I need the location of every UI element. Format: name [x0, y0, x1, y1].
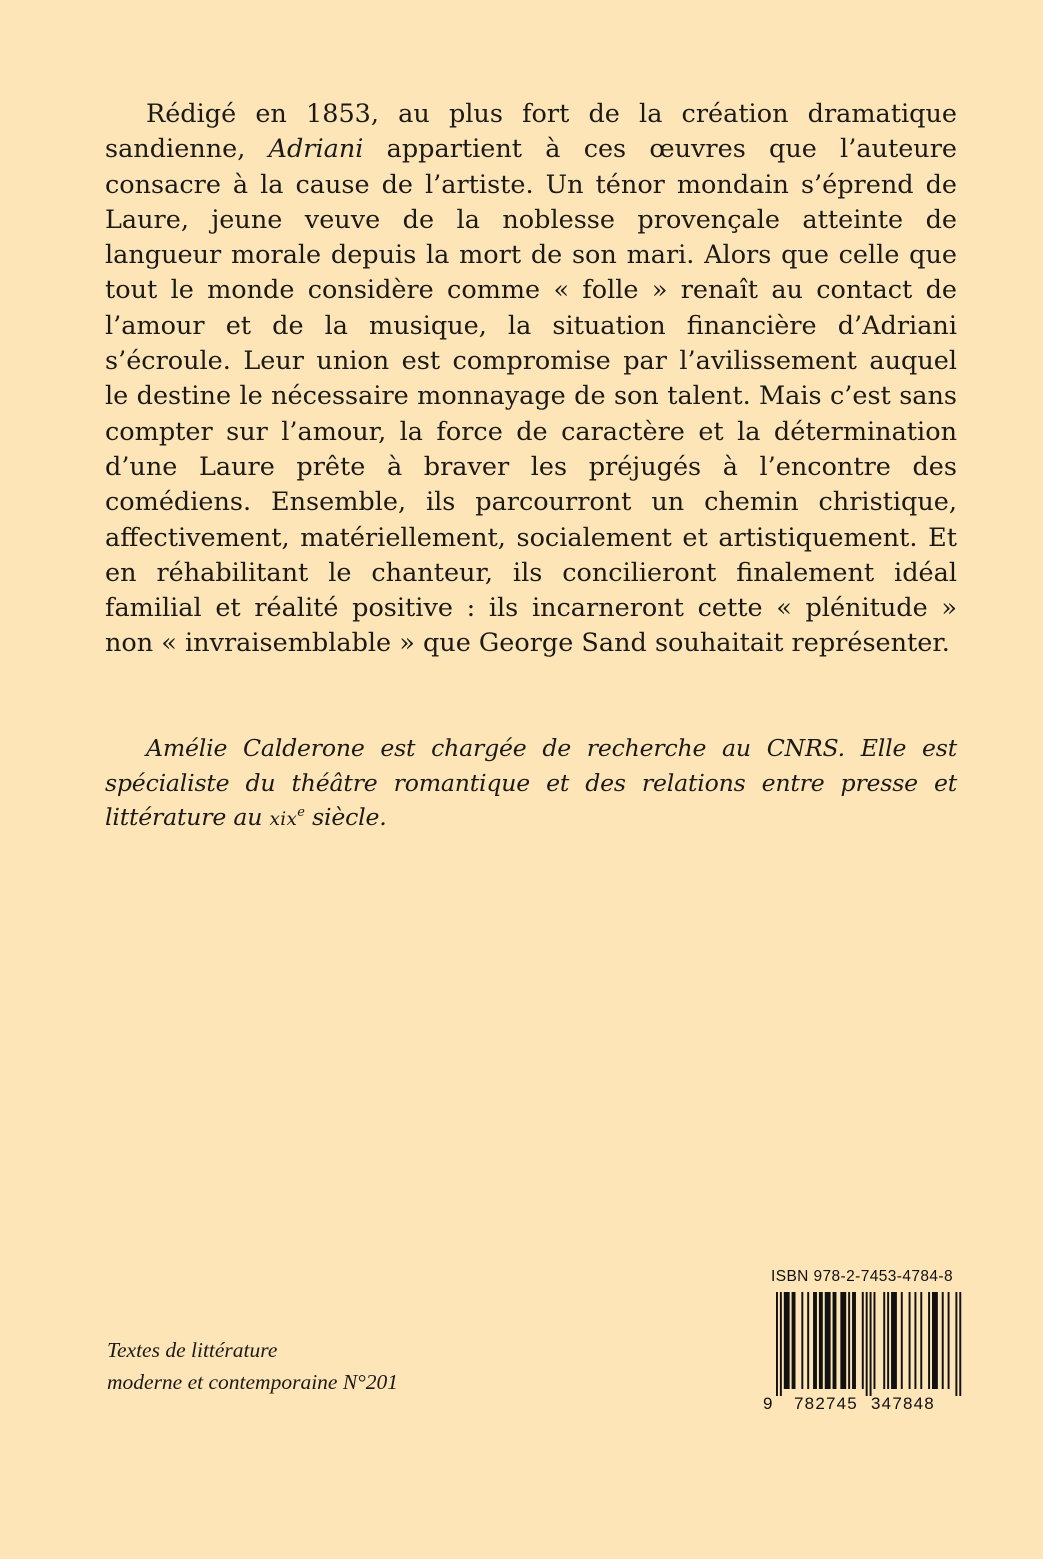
author-note-text: Amélie Calderone est chargée de recherche au CNRS. Elle est spécialiste du théâtre romantique et des relations entre presse et littérature au	[105, 734, 957, 831]
barcode-bar	[955, 1292, 957, 1396]
barcode-bar	[874, 1292, 876, 1389]
barcode-bar	[776, 1292, 778, 1396]
barcode-bar	[959, 1292, 961, 1396]
barcode-bar	[887, 1292, 889, 1389]
barcode-bar	[807, 1292, 809, 1389]
barcode-bar	[901, 1292, 903, 1389]
barcode-bar	[870, 1292, 872, 1396]
barcode-bar	[833, 1292, 837, 1389]
barcode-bar	[862, 1292, 864, 1389]
series-line-1: Textes de littérature	[107, 1338, 278, 1362]
barcode-bar	[942, 1292, 944, 1389]
barcode-bar	[866, 1292, 868, 1396]
barcode-bar	[852, 1292, 856, 1389]
barcode-bar	[848, 1292, 850, 1389]
barcode-bar	[825, 1292, 831, 1389]
barcode-bar	[914, 1292, 916, 1389]
barcode-bar	[948, 1292, 950, 1389]
barcode-first-digit: 9	[763, 1394, 773, 1413]
barcode-bar	[792, 1292, 796, 1389]
blurb-text-start: Rédigé en 1853, au plus fort de la création dramatique sandienne,	[105, 99, 957, 165]
century-numeral: xix	[269, 809, 298, 830]
barcode-bar	[801, 1292, 803, 1389]
isbn-label: ISBN 978-2-7453-4784-8	[771, 1268, 953, 1285]
barcode-bar	[891, 1292, 897, 1389]
barcode-bar	[932, 1292, 938, 1389]
barcode-bar	[780, 1292, 782, 1396]
barcode-bar	[784, 1292, 790, 1389]
series-info	[107, 1334, 527, 1398]
barcode-bar	[819, 1292, 823, 1389]
barcode-left-digits: 782745	[794, 1394, 858, 1413]
barcode-bar	[909, 1292, 911, 1389]
barcode-bar	[840, 1292, 846, 1389]
barcode-bars	[776, 1292, 961, 1396]
author-note	[105, 731, 957, 838]
barcode-bar	[813, 1292, 817, 1389]
series-line-2: moderne et contemporaine N°201	[107, 1370, 399, 1394]
author-note-end: siècle.	[304, 803, 387, 831]
blurb-paragraph	[105, 97, 957, 662]
barcode	[762, 1292, 958, 1412]
century-suffix: e	[297, 804, 305, 820]
barcode-bar	[883, 1292, 885, 1389]
isbn-barcode-block	[762, 1268, 958, 1414]
book-title: Adriani	[268, 134, 364, 165]
blurb-text-rest: appartient à ces œuvres que l’auteure consacre à la cause de l’artiste. Un ténor mondain s’éprend de Laure, jeune veuve de la noblesse provençale atteinte de langueur morale depuis la mort de son mari. Alors que celle que tout le monde considère comme « folle » renaît au contact de l’amour et de la musique, la situation financière d’Adriani s’écroule. Leur union est compromise par l’avilissement auquel le destine le nécessaire monnayage de son talent. Mais c’est sans compter sur l’amour, la force de caractère et la détermination d’une Laure prête à braver les préjugés à l’encontre des comédiens. Ensemble, ils parcourront un chemin christique, affectivement, matériellement, socialement et artistiquement. Et en réhabilitant le chanteur, ils concilieront finalement idéal familial et réalité positive : ils incarneront cette « plénitude » non « invraisemblable » que George Sand souhaitait représenter.	[105, 134, 957, 659]
barcode-bar	[928, 1292, 930, 1389]
barcode-bar	[920, 1292, 922, 1389]
barcode-right-digits: 347848	[871, 1394, 935, 1413]
